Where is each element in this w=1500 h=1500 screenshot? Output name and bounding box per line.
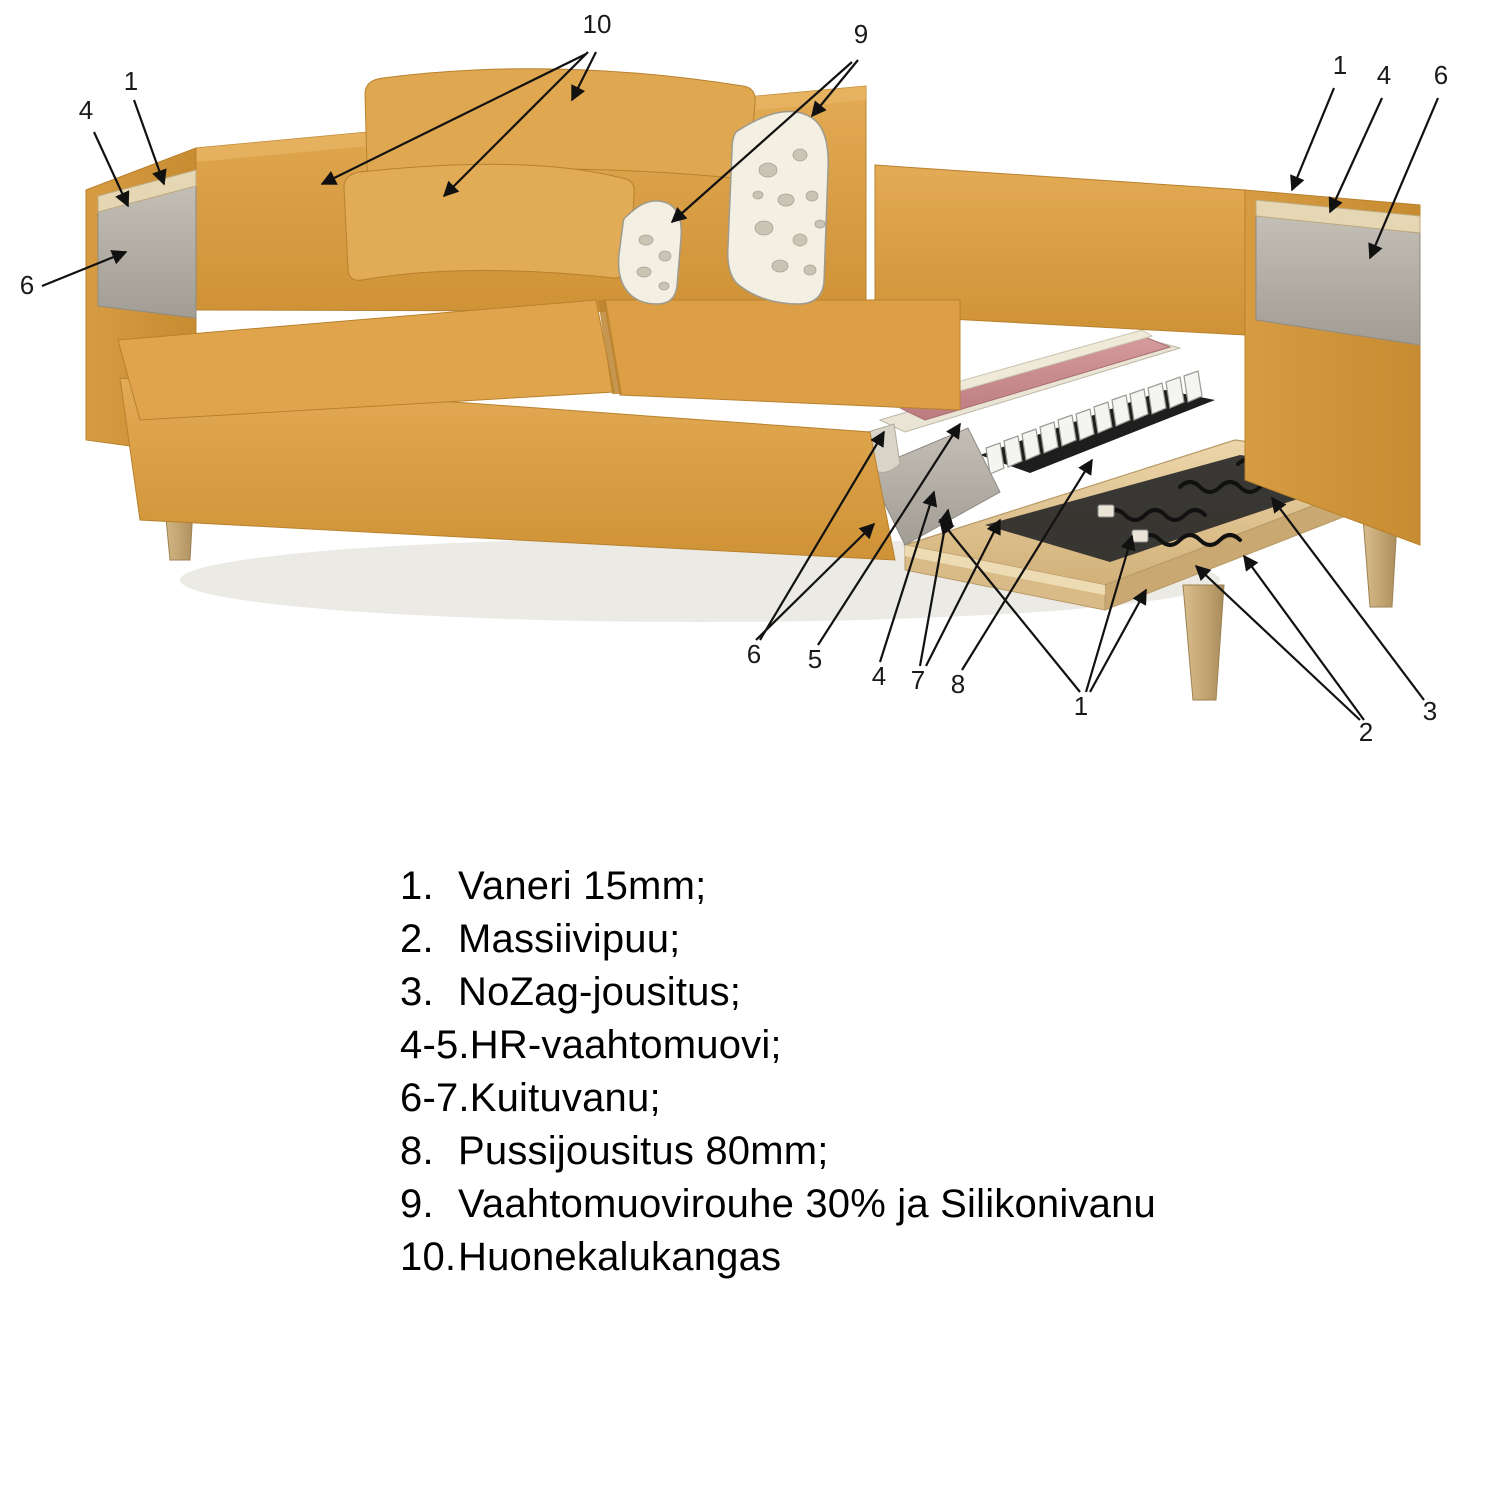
legend-item-number: 1. [400,864,434,908]
legend-item-text: Vaneri 15mm; [458,864,707,908]
seat-cushion-right [604,300,960,410]
legend-item-text: Vaahtomuovirouhe 30% ja Silikonivanu [458,1182,1157,1226]
callout-6-bottom: 6 [746,639,762,669]
callout-4-left: 4 [78,95,94,125]
legend-item [400,860,1500,913]
legend-item-number: 4-5. [400,1023,470,1067]
legend-item-number: 9. [400,1182,434,1226]
legend-item-number: 6-7. [400,1076,470,1120]
callout-1-bottom: 1 [1073,691,1089,721]
callout-9: 9 [853,19,869,49]
legend-item-text: Pussijousitus 80mm; [458,1129,829,1173]
legend-item [400,966,1500,1019]
legend-item-number: 3. [400,970,434,1014]
callout-2-bottom: 2 [1358,717,1374,747]
legend-item-text: Kuituvanu; [469,1076,661,1120]
callout-3-bottom: 3 [1422,696,1438,726]
legend-item [400,1019,1500,1072]
legend-item-text: Huonekalukangas [458,1235,782,1279]
callout-6-right: 6 [1433,60,1449,90]
callout-6-left: 6 [19,270,35,300]
leg-front-right [1183,585,1224,700]
callout-10: 10 [582,9,612,39]
callout-1-right: 1 [1332,50,1348,80]
crumb-cushion-small [619,201,682,304]
back-cushion-upper [365,69,755,179]
materials-legend [0,860,1500,1284]
callout-8-bottom: 8 [950,669,966,699]
legend-item [400,913,1500,966]
callout-4-right: 4 [1376,60,1392,90]
legend-item-text: Massiivipuu; [458,917,681,961]
callout-5-bottom: 5 [807,644,823,674]
legend-item [400,1072,1500,1125]
legend-item-number: 8. [400,1129,434,1173]
callout-1-left: 1 [123,66,139,96]
legend-item-number: 10. [400,1235,457,1279]
legend-item-text: NoZag-jousitus; [458,970,742,1014]
legend-list [0,860,1500,1284]
callout-7-bottom: 7 [910,665,926,695]
back-cushion-lower [344,164,634,280]
legend-item-number: 2. [400,917,434,961]
legend-item [400,1231,1500,1284]
legend-item [400,1178,1500,1231]
legend-item-text: HR-vaahtomuovi; [469,1023,782,1067]
legend-item [400,1125,1500,1178]
callout-4-bottom: 4 [871,661,887,691]
crumb-cushion-large [728,112,828,304]
